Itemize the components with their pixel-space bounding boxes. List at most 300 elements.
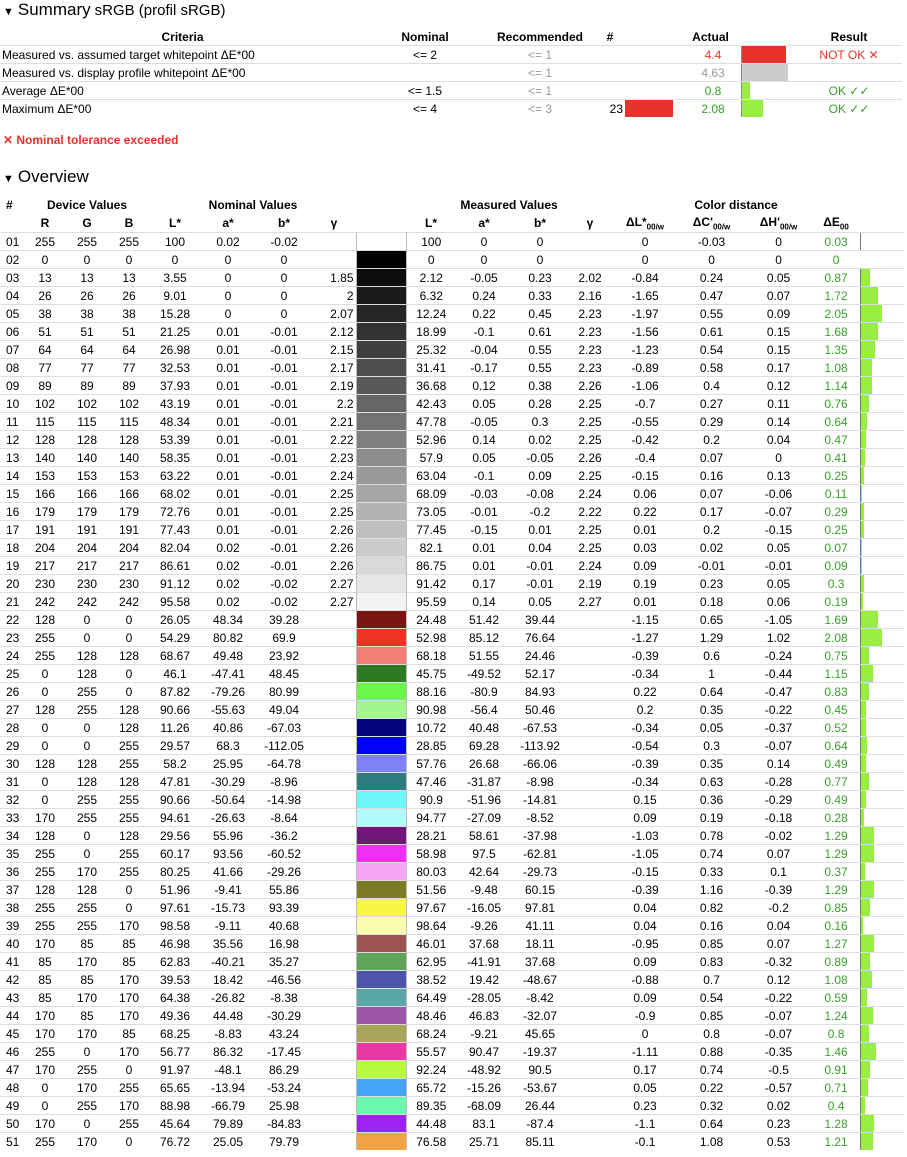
color-swatch <box>356 755 406 773</box>
measured-l: 68.18 <box>406 647 456 665</box>
nominal-b: 93.39 <box>256 899 312 917</box>
device-b: 0 <box>108 683 150 701</box>
delta-h: -0.07 <box>745 1025 812 1043</box>
nominal-b: 0 <box>256 287 312 305</box>
measured-a: 0 <box>456 233 512 251</box>
nominal-a: -48.1 <box>200 1061 256 1079</box>
count-bar-cell <box>625 82 685 100</box>
delta-h: 0.04 <box>745 431 812 449</box>
patch-number: 43 <box>0 989 24 1007</box>
measured-gamma <box>568 1007 612 1025</box>
measured-a: -28.05 <box>456 989 512 1007</box>
device-g: 0 <box>66 845 108 863</box>
delta-h: -1.05 <box>745 611 812 629</box>
device-r: 166 <box>24 485 66 503</box>
col-g: G <box>82 216 92 230</box>
delta-l: 0.22 <box>612 683 678 701</box>
measured-a: -0.04 <box>456 341 512 359</box>
patch-number: 39 <box>0 917 24 935</box>
nominal-a: 0 <box>200 305 256 323</box>
delta-h: 0.07 <box>745 287 812 305</box>
result-cell: OK ✓✓ <box>796 82 902 100</box>
criteria-cell: Maximum ΔE*00 <box>0 100 365 118</box>
delta-e: 0.77 <box>812 773 860 791</box>
delta-c: 0.58 <box>678 359 745 377</box>
color-swatch <box>356 521 406 539</box>
color-swatch <box>356 323 406 341</box>
nominal-gamma: 2.25 <box>312 503 356 521</box>
measured-a: -0.05 <box>456 269 512 287</box>
collapse-triangle-icon[interactable]: ▼ <box>3 6 14 18</box>
overview-row <box>0 647 905 665</box>
measured-gamma <box>568 845 612 863</box>
nominal-l: 51.96 <box>150 881 200 899</box>
color-swatch <box>356 827 406 845</box>
overview-row <box>0 1007 905 1025</box>
patch-number: 02 <box>0 251 24 269</box>
device-b: 64 <box>108 341 150 359</box>
delta-h: -0.18 <box>745 809 812 827</box>
delta-e: 1.29 <box>812 845 860 863</box>
measured-a: 0.01 <box>456 539 512 557</box>
overview-row <box>0 737 905 755</box>
delta-e-bar <box>860 431 866 448</box>
delta-e-bar <box>860 881 874 898</box>
device-b: 170 <box>108 989 150 1007</box>
device-b: 0 <box>108 611 150 629</box>
device-b: 204 <box>108 539 150 557</box>
delta-c: 0.22 <box>678 1079 745 1097</box>
nominal-l: 53.39 <box>150 431 200 449</box>
nominal-b: 16.98 <box>256 935 312 953</box>
delta-e-bar <box>860 809 864 826</box>
delta-e-bar-cell <box>860 341 905 359</box>
nominal-a: -15.73 <box>200 899 256 917</box>
device-g: 128 <box>66 773 108 791</box>
device-g: 255 <box>66 233 108 251</box>
measured-a: 51.55 <box>456 647 512 665</box>
measured-l: 48.46 <box>406 1007 456 1025</box>
nominal-gamma <box>312 665 356 683</box>
nominal-gamma <box>312 899 356 917</box>
nominal-l: 26.98 <box>150 341 200 359</box>
nominal-b: 0 <box>256 251 312 269</box>
delta-e: 0.28 <box>812 809 860 827</box>
overview-row <box>0 629 905 647</box>
color-swatch <box>356 1079 406 1097</box>
delta-c: 0.33 <box>678 863 745 881</box>
nominal-b: -0.01 <box>256 431 312 449</box>
delta-h: 0.14 <box>745 755 812 773</box>
delta-c: 0.78 <box>678 827 745 845</box>
delta-e: 0.09 <box>812 557 860 575</box>
delta-l: -0.54 <box>612 737 678 755</box>
delta-e: 0.41 <box>812 449 860 467</box>
actual-cell: 4.4 <box>685 46 741 64</box>
measured-a: 26.68 <box>456 755 512 773</box>
device-b: 255 <box>108 233 150 251</box>
measured-b: -37.98 <box>512 827 568 845</box>
delta-l: -0.34 <box>612 665 678 683</box>
delta-l: 0 <box>612 233 678 251</box>
measured-gamma: 2.23 <box>568 359 612 377</box>
overview-row <box>0 611 905 629</box>
measured-b: -19.37 <box>512 1043 568 1061</box>
measured-a: 42.64 <box>456 863 512 881</box>
measured-l: 52.96 <box>406 431 456 449</box>
measured-gamma <box>568 881 612 899</box>
color-swatch <box>356 431 406 449</box>
summary-row <box>0 46 902 64</box>
measured-b: 0.55 <box>512 341 568 359</box>
delta-e-bar <box>860 1007 873 1024</box>
delta-e: 1.35 <box>812 341 860 359</box>
device-r: 85 <box>24 989 66 1007</box>
delta-h: 0.07 <box>745 935 812 953</box>
nominal-a: 0.02 <box>200 539 256 557</box>
measured-a: 19.42 <box>456 971 512 989</box>
delta-e-bar-cell <box>860 773 905 791</box>
delta-e-bar-cell <box>860 1007 905 1025</box>
color-swatch <box>356 881 406 899</box>
num-header: # <box>6 198 13 212</box>
measured-b: 0 <box>512 251 568 269</box>
device-g: 230 <box>66 575 108 593</box>
delta-h: 0.05 <box>745 575 812 593</box>
device-r: 51 <box>24 323 66 341</box>
delta-e: 0.4 <box>812 1097 860 1115</box>
patch-number: 16 <box>0 503 24 521</box>
measured-gamma: 2.25 <box>568 467 612 485</box>
measured-a: -0.01 <box>456 503 512 521</box>
device-r: 230 <box>24 575 66 593</box>
nominal-gamma <box>312 1061 356 1079</box>
delta-e-bar-cell <box>860 575 905 593</box>
delta-e-bar-cell <box>860 593 905 611</box>
delta-l: -1.15 <box>612 611 678 629</box>
actual-bar-cell <box>741 82 796 100</box>
nominal-l: 86.61 <box>150 557 200 575</box>
measured-b: 0.09 <box>512 467 568 485</box>
collapse-triangle-icon[interactable]: ▼ <box>3 173 14 185</box>
measured-gamma <box>568 701 612 719</box>
nominal-b: -8.96 <box>256 773 312 791</box>
delta-h: -0.37 <box>745 719 812 737</box>
summary-title: Summary <box>17 0 91 19</box>
delta-l: 0.22 <box>612 503 678 521</box>
delta-l: -0.15 <box>612 467 678 485</box>
delta-l: -1.1 <box>612 1115 678 1133</box>
measured-a: 0.14 <box>456 431 512 449</box>
overview-row <box>0 1061 905 1079</box>
actual-cell: 0.8 <box>685 82 741 100</box>
measured-gamma <box>568 233 612 251</box>
nominal-gamma: 1.85 <box>312 269 356 287</box>
delta-l: -1.27 <box>612 629 678 647</box>
measured-l: 36.68 <box>406 377 456 395</box>
overview-row <box>0 341 905 359</box>
recommended-cell: <= 1 <box>485 64 595 82</box>
measured-a: -41.91 <box>456 953 512 971</box>
nominal-gamma <box>312 683 356 701</box>
measured-b: 37.68 <box>512 953 568 971</box>
delta-e-bar <box>860 863 865 880</box>
nominal-l: 100 <box>150 233 200 251</box>
delta-e: 1.27 <box>812 935 860 953</box>
nominal-b: -0.01 <box>256 539 312 557</box>
delta-c: 0.36 <box>678 791 745 809</box>
device-g: 128 <box>66 431 108 449</box>
col-nominal-a: a* <box>222 216 234 230</box>
device-g: 153 <box>66 467 108 485</box>
delta-e-bar <box>860 323 878 340</box>
nominal-l: 46.98 <box>150 935 200 953</box>
nominal-a: -79.26 <box>200 683 256 701</box>
patch-number: 41 <box>0 953 24 971</box>
delta-e: 1.08 <box>812 359 860 377</box>
measured-gamma: 2.25 <box>568 413 612 431</box>
device-g: 51 <box>66 323 108 341</box>
nominal-b: -8.64 <box>256 809 312 827</box>
measured-a: -15.26 <box>456 1079 512 1097</box>
overview-row <box>0 251 905 269</box>
measured-gamma: 2.25 <box>568 539 612 557</box>
nominal-a: 55.96 <box>200 827 256 845</box>
measured-gamma <box>568 863 612 881</box>
device-b: 102 <box>108 395 150 413</box>
nominal-l: 37.93 <box>150 377 200 395</box>
delta-h: 0.1 <box>745 863 812 881</box>
measured-b: 39.44 <box>512 611 568 629</box>
delta-h: 0 <box>745 449 812 467</box>
device-b: 85 <box>108 1025 150 1043</box>
device-g: 255 <box>66 683 108 701</box>
delta-e-bar <box>860 1025 869 1042</box>
overview-heading[interactable] <box>3 167 89 189</box>
color-swatch <box>356 287 406 305</box>
overview-row <box>0 413 905 431</box>
device-g: 85 <box>66 971 108 989</box>
measured-b: -0.05 <box>512 449 568 467</box>
measured-l: 80.03 <box>406 863 456 881</box>
device-r: 170 <box>24 809 66 827</box>
result-header: Result <box>830 29 868 44</box>
overview-row <box>0 953 905 971</box>
nominal-a: 79.89 <box>200 1115 256 1133</box>
device-g: 128 <box>66 665 108 683</box>
measured-gamma <box>568 1061 612 1079</box>
delta-c: 0.2 <box>678 521 745 539</box>
nominal-l: 64.38 <box>150 989 200 1007</box>
delta-e-bar <box>860 701 866 718</box>
device-g: 128 <box>66 881 108 899</box>
delta-h: 0.17 <box>745 359 812 377</box>
nominal-gamma <box>312 827 356 845</box>
nominal-cell: <= 2 <box>365 46 485 64</box>
nominal-b: 86.29 <box>256 1061 312 1079</box>
device-g: 0 <box>66 611 108 629</box>
summary-heading[interactable] <box>3 0 225 22</box>
delta-l: 0.05 <box>612 1079 678 1097</box>
measured-l: 42.43 <box>406 395 456 413</box>
overview-row <box>0 305 905 323</box>
delta-e: 0.87 <box>812 269 860 287</box>
delta-e-bar-cell <box>860 431 905 449</box>
actual-bar <box>741 100 763 117</box>
measured-gamma <box>568 755 612 773</box>
measured-gamma <box>568 1133 612 1151</box>
nominal-a: -66.79 <box>200 1097 256 1115</box>
measured-l: 88.16 <box>406 683 456 701</box>
patch-number: 18 <box>0 539 24 557</box>
patch-number: 29 <box>0 737 24 755</box>
measured-l: 90.98 <box>406 701 456 719</box>
delta-e-bar-cell <box>860 719 905 737</box>
color-swatch <box>356 1097 406 1115</box>
delta-c: 0.7 <box>678 971 745 989</box>
delta-e-bar <box>860 683 869 700</box>
nominal-a: -9.11 <box>200 917 256 935</box>
measured-gamma <box>568 665 612 683</box>
measured-a: -0.1 <box>456 323 512 341</box>
delta-h: -0.15 <box>745 521 812 539</box>
delta-e-bar <box>860 665 873 682</box>
overview-row <box>0 539 905 557</box>
patch-number: 35 <box>0 845 24 863</box>
nominal-a: 44.48 <box>200 1007 256 1025</box>
measured-l: 31.41 <box>406 359 456 377</box>
nominal-a: 0.01 <box>200 377 256 395</box>
patch-number: 44 <box>0 1007 24 1025</box>
device-b: 191 <box>108 521 150 539</box>
delta-e: 0.11 <box>812 485 860 503</box>
criteria-header: Criteria <box>161 29 204 44</box>
color-distance-header: Color distance <box>694 198 778 212</box>
delta-e: 0.64 <box>812 737 860 755</box>
measured-b: 76.64 <box>512 629 568 647</box>
overview-row <box>0 827 905 845</box>
delta-e: 0.19 <box>812 593 860 611</box>
delta-c: 0.2 <box>678 431 745 449</box>
nominal-a: 0 <box>200 251 256 269</box>
delta-e-bar-cell <box>860 377 905 395</box>
measured-a: -9.26 <box>456 917 512 935</box>
nominal-a: 80.82 <box>200 629 256 647</box>
measured-a: -68.09 <box>456 1097 512 1115</box>
device-r: 204 <box>24 539 66 557</box>
patch-number: 31 <box>0 773 24 791</box>
overview-row <box>0 971 905 989</box>
measured-a: 0.01 <box>456 557 512 575</box>
nominal-a: 0.01 <box>200 341 256 359</box>
delta-c: 0.55 <box>678 305 745 323</box>
measured-a: 40.48 <box>456 719 512 737</box>
delta-e-bar-cell <box>860 359 905 377</box>
measured-l: 62.95 <box>406 953 456 971</box>
delta-e-bar-cell <box>860 449 905 467</box>
measured-l: 91.42 <box>406 575 456 593</box>
device-g: 170 <box>66 863 108 881</box>
device-b: 128 <box>108 647 150 665</box>
nominal-b: -36.2 <box>256 827 312 845</box>
measured-a: 0.05 <box>456 449 512 467</box>
measured-gamma <box>568 1097 612 1115</box>
device-r: 170 <box>24 1007 66 1025</box>
delta-c: 0.3 <box>678 737 745 755</box>
measured-b: 60.15 <box>512 881 568 899</box>
criteria-cell: Measured vs. display profile whitepoint ΔE*00 <box>0 64 365 82</box>
device-r: 217 <box>24 557 66 575</box>
nominal-cell: <= 1.5 <box>365 82 485 100</box>
measured-a: -0.03 <box>456 485 512 503</box>
nominal-a: 35.56 <box>200 935 256 953</box>
delta-c: 0.27 <box>678 395 745 413</box>
nominal-l: 56.77 <box>150 1043 200 1061</box>
nominal-a: 25.05 <box>200 1133 256 1151</box>
nominal-gamma: 2.2 <box>312 395 356 413</box>
summary-table <box>0 28 902 117</box>
device-g: 128 <box>66 755 108 773</box>
delta-c: 1.16 <box>678 881 745 899</box>
delta-e-bar <box>860 449 865 466</box>
overview-row <box>0 377 905 395</box>
device-r: 0 <box>24 773 66 791</box>
nominal-b: 49.04 <box>256 701 312 719</box>
nominal-b: -8.38 <box>256 989 312 1007</box>
measured-a: -0.17 <box>456 359 512 377</box>
overview-table <box>0 196 905 1150</box>
bar-header <box>860 196 905 214</box>
measured-l: 98.64 <box>406 917 456 935</box>
delta-h: -0.5 <box>745 1061 812 1079</box>
device-g: 255 <box>66 809 108 827</box>
delta-l: -1.03 <box>612 827 678 845</box>
delta-l: 0.2 <box>612 701 678 719</box>
delta-c: 0.29 <box>678 413 745 431</box>
measured-gamma <box>568 719 612 737</box>
recommended-cell: <= 1 <box>485 46 595 64</box>
nominal-gamma <box>312 1115 356 1133</box>
device-g: 242 <box>66 593 108 611</box>
device-r: 38 <box>24 305 66 323</box>
patch-number: 14 <box>0 467 24 485</box>
overview-row <box>0 683 905 701</box>
nominal-l: 77.43 <box>150 521 200 539</box>
delta-l: -0.88 <box>612 971 678 989</box>
measured-b: -48.67 <box>512 971 568 989</box>
nominal-b: -53.24 <box>256 1079 312 1097</box>
device-b: 128 <box>108 827 150 845</box>
measured-b: 0.38 <box>512 377 568 395</box>
measured-a: -51.96 <box>456 791 512 809</box>
device-r: 13 <box>24 269 66 287</box>
nominal-a: -55.63 <box>200 701 256 719</box>
delta-e-bar-cell <box>860 791 905 809</box>
measured-l: 6.32 <box>406 287 456 305</box>
overview-row <box>0 449 905 467</box>
delta-e-bar-cell <box>860 323 905 341</box>
measured-l: 28.21 <box>406 827 456 845</box>
delta-e-bar <box>860 593 863 610</box>
color-swatch <box>356 863 406 881</box>
delta-e-bar-cell <box>860 251 905 269</box>
nominal-a: 0 <box>200 287 256 305</box>
device-r: 255 <box>24 1133 66 1151</box>
col-delta-h: $\Delta H'_{00/w}$ <box>759 214 798 232</box>
delta-h: -0.57 <box>745 1079 812 1097</box>
color-swatch <box>356 341 406 359</box>
patch-number: 11 <box>0 413 24 431</box>
